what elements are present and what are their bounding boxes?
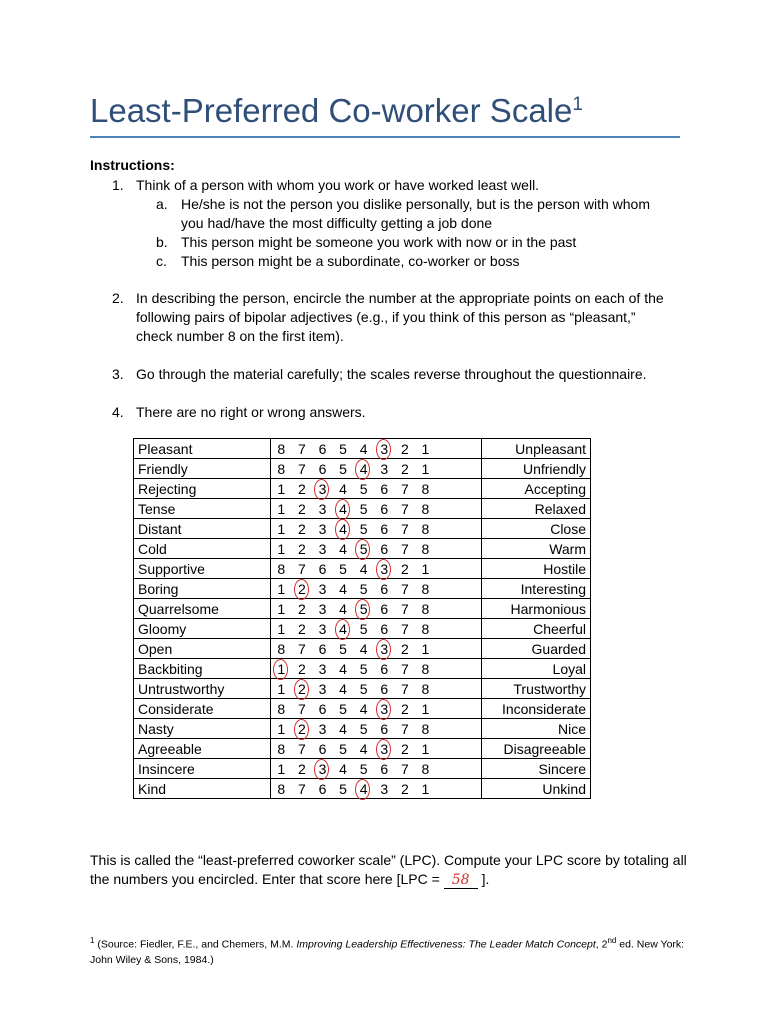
adjective-left: Distant [134, 519, 271, 539]
rating-option[interactable]: 3 [318, 540, 327, 557]
rating-option[interactable]: 5 [339, 780, 347, 797]
rating-option[interactable]: 5 [339, 640, 347, 657]
adjective-right: Disagreeable [482, 739, 591, 759]
rating-option[interactable]: 2 [400, 740, 409, 757]
scale-row [134, 519, 591, 539]
rating-option[interactable]: 2 [400, 780, 409, 797]
lpc-score-entry[interactable]: 58 [444, 873, 478, 889]
scale-row [134, 699, 591, 719]
adjective-left: Backbiting [134, 659, 271, 679]
scale-row [134, 759, 591, 779]
rating-option-circled[interactable]: 5 [353, 540, 374, 558]
rating-cells [271, 699, 482, 719]
rating-option[interactable]: 6 [380, 620, 389, 637]
rating-cells [271, 599, 482, 619]
adjective-left: Rejecting [134, 479, 271, 499]
rating-option-circled[interactable]: 4 [333, 620, 354, 638]
rating-option[interactable]: 8 [277, 740, 286, 757]
adjective-left: Tense [134, 499, 271, 519]
rating-option[interactable]: 3 [318, 720, 327, 737]
rating-option[interactable]: 2 [400, 640, 409, 657]
rating-option[interactable]: 4 [339, 540, 347, 557]
rating-option[interactable]: 3 [318, 660, 327, 677]
rating-option[interactable]: 4 [339, 660, 347, 677]
footnote: $^1$ (Source: Fiedler, F.E., and Chemers, M.M. Improving Leadership Effectiveness: The Leader Match Concept, 2nd ed. New York: John Wiley & Sons, 1984.) [90, 936, 685, 966]
adjective-left: Quarrelsome [134, 599, 271, 619]
rating-option[interactable]: 4 [339, 600, 347, 617]
rating-option[interactable]: 8 [421, 580, 430, 597]
sub-instruction-a: a. He/she is not the person you dislike personally, but is the person with whom you had/have the most difficulty getting a job done [156, 196, 650, 231]
rating-cells [271, 719, 482, 739]
rating-cells [271, 479, 482, 499]
rating-option[interactable]: 2 [400, 460, 409, 477]
rating-option[interactable]: 4 [339, 680, 347, 697]
rating-option[interactable]: 2 [297, 620, 306, 637]
rating-option[interactable]: 6 [318, 560, 327, 577]
rating-cells [271, 659, 482, 679]
rating-option[interactable]: 7 [297, 740, 306, 757]
adjective-right: Hostile [482, 559, 591, 579]
rating-option[interactable]: 2 [297, 520, 306, 537]
rating-option[interactable]: 8 [421, 660, 430, 677]
rating-option[interactable]: 6 [380, 760, 389, 777]
adjective-right: Unpleasant [482, 439, 591, 459]
rating-option[interactable]: 8 [421, 760, 430, 777]
adjective-right: Inconsiderate [482, 699, 591, 719]
rating-option[interactable]: 2 [400, 440, 409, 457]
rating-option-circled[interactable]: 1 [271, 660, 292, 678]
rating-option[interactable]: 6 [318, 460, 327, 477]
rating-option[interactable]: 2 [297, 760, 306, 777]
rating-option[interactable]: 2 [297, 500, 306, 517]
adjective-left: Untrustworthy [134, 679, 271, 699]
rating-option[interactable]: 8 [277, 640, 286, 657]
rating-option[interactable]: 5 [339, 440, 347, 457]
rating-option[interactable]: 7 [297, 440, 306, 457]
rating-option[interactable]: 6 [318, 700, 327, 717]
rating-option[interactable]: 7 [297, 640, 306, 657]
rating-cells [271, 559, 482, 579]
rating-option-circled[interactable]: 3 [312, 480, 333, 498]
rating-option[interactable]: 5 [359, 480, 368, 497]
rating-option[interactable]: 6 [318, 440, 327, 457]
rating-option-circled[interactable]: 3 [374, 560, 395, 578]
instructions-heading: Instructions: [90, 157, 175, 173]
scale-row [134, 619, 591, 639]
adjective-right: Loyal [482, 659, 591, 679]
rating-option[interactable]: 7 [400, 480, 409, 497]
rating-option[interactable]: 6 [380, 660, 389, 677]
rating-cells [271, 739, 482, 759]
rating-option[interactable]: 6 [380, 520, 389, 537]
rating-option[interactable]: 3 [318, 620, 327, 637]
rating-option[interactable]: 6 [380, 480, 389, 497]
rating-option-circled[interactable]: 4 [333, 520, 354, 538]
rating-option[interactable]: 1 [277, 720, 286, 737]
rating-option[interactable]: 3 [318, 600, 327, 617]
rating-option[interactable]: 8 [421, 500, 430, 517]
rating-option[interactable]: 8 [277, 440, 286, 457]
rating-option[interactable]: 1 [421, 700, 430, 717]
rating-option[interactable]: 3 [318, 500, 327, 517]
rating-option[interactable]: 7 [297, 780, 306, 797]
rating-option[interactable]: 7 [400, 600, 409, 617]
instruction-1: 1. Think of a person with whom you work or have worked least well. [112, 177, 540, 193]
adjective-left: Agreeable [134, 739, 271, 759]
rating-option[interactable]: 2 [400, 560, 409, 577]
instruction-3: 3. Go through the material carefully; the scales reverse throughout the questionnaire. [112, 366, 647, 382]
rating-cells [271, 759, 482, 779]
adjective-right: Nice [482, 719, 591, 739]
scale-row [134, 479, 591, 499]
scale-row [134, 599, 591, 619]
rating-option[interactable]: 6 [380, 680, 389, 697]
rating-option[interactable]: 8 [421, 720, 430, 737]
rating-option[interactable]: 6 [380, 600, 389, 617]
rating-cells [271, 639, 482, 659]
rating-option[interactable]: 7 [297, 700, 306, 717]
rating-option-circled[interactable]: 2 [292, 720, 313, 738]
rating-option[interactable]: 7 [400, 760, 409, 777]
rating-option[interactable]: 1 [277, 600, 286, 617]
scale-row [134, 459, 591, 479]
adjective-right: Sincere [482, 759, 591, 779]
sub-instruction-c: c. This person might be a subordinate, co-worker or boss [156, 253, 520, 269]
rating-option[interactable]: 8 [421, 520, 430, 537]
rating-option[interactable]: 2 [297, 660, 306, 677]
rating-option[interactable]: 1 [421, 780, 430, 797]
scale-row [134, 779, 591, 799]
rating-option-circled[interactable]: 2 [292, 580, 313, 598]
rating-option[interactable]: 5 [359, 620, 368, 637]
rating-option[interactable]: 1 [277, 580, 286, 597]
rating-cells [271, 439, 482, 459]
rating-cells [271, 619, 482, 639]
rating-option-circled[interactable]: 4 [333, 500, 354, 518]
adjective-left: Friendly [134, 459, 271, 479]
rating-option[interactable]: 5 [359, 520, 368, 537]
rating-option[interactable]: 5 [359, 660, 368, 677]
rating-option[interactable]: 4 [359, 640, 368, 657]
rating-option[interactable]: 3 [318, 680, 327, 697]
rating-option[interactable]: 5 [339, 740, 347, 757]
rating-option[interactable]: 6 [380, 500, 389, 517]
rating-option[interactable]: 7 [400, 720, 409, 737]
adjective-left: Nasty [134, 719, 271, 739]
rating-option[interactable]: 6 [380, 720, 389, 737]
rating-option[interactable]: 7 [400, 580, 409, 597]
rating-cells [271, 459, 482, 479]
adjective-left: Pleasant [134, 439, 271, 459]
rating-option[interactable]: 8 [277, 780, 286, 797]
rating-option[interactable]: 4 [339, 580, 347, 597]
rating-cells [271, 539, 482, 559]
title-footnote-mark: 1 [572, 94, 583, 115]
rating-option[interactable]: 7 [297, 460, 306, 477]
title-rule [90, 136, 680, 138]
rating-option[interactable]: 8 [421, 680, 430, 697]
adjective-right: Cheerful [482, 619, 591, 639]
rating-cells [271, 499, 482, 519]
scale-row [134, 559, 591, 579]
rating-option[interactable]: 8 [277, 700, 286, 717]
rating-option[interactable]: 7 [400, 500, 409, 517]
rating-option[interactable]: 1 [277, 520, 286, 537]
rating-option[interactable]: 8 [277, 560, 286, 577]
adjective-left: Supportive [134, 559, 271, 579]
adjective-right: Warm [482, 539, 591, 559]
page-title: Least-Preferred Co-worker Scale$^1$ [90, 92, 583, 129]
rating-cells [271, 679, 482, 699]
scale-row [134, 439, 591, 459]
rating-option[interactable]: 7 [400, 520, 409, 537]
lpc-summary: This is called the “least-preferred coworker scale” (LPC). Compute your LPC score by totaling all the numbers you encircled. Enter that score here [LPC = 58 ]. [90, 852, 687, 888]
rating-option[interactable]: 5 [339, 700, 347, 717]
rating-option[interactable]: 8 [421, 480, 430, 497]
rating-option[interactable]: 1 [277, 620, 286, 637]
lpc-scale-table [133, 438, 591, 799]
adjective-left: Cold [134, 539, 271, 559]
rating-option[interactable]: 6 [380, 580, 389, 597]
rating-option[interactable]: 1 [421, 740, 430, 757]
adjective-right: Guarded [482, 639, 591, 659]
rating-option[interactable]: 5 [339, 460, 347, 477]
rating-option[interactable]: 2 [297, 540, 306, 557]
adjective-right: Harmonious [482, 599, 591, 619]
scale-row [134, 659, 591, 679]
rating-option[interactable]: 1 [277, 680, 286, 697]
rating-option[interactable]: 1 [277, 500, 286, 517]
rating-option[interactable]: 6 [318, 640, 327, 657]
adjective-right: Close [482, 519, 591, 539]
rating-option[interactable]: 1 [421, 560, 430, 577]
rating-option-circled[interactable]: 4 [353, 460, 374, 478]
scale-row [134, 739, 591, 759]
adjective-right: Interesting [482, 579, 591, 599]
rating-option[interactable]: 7 [400, 660, 409, 677]
scale-row [134, 539, 591, 559]
rating-option[interactable]: 8 [421, 620, 430, 637]
adjective-left: Kind [134, 779, 271, 799]
rating-option[interactable]: 2 [297, 600, 306, 617]
rating-option[interactable]: 3 [318, 580, 327, 597]
rating-option[interactable]: 5 [359, 760, 368, 777]
rating-option[interactable]: 3 [318, 520, 327, 537]
rating-option[interactable]: 4 [339, 760, 347, 777]
adjective-right: Accepting [482, 479, 591, 499]
rating-option[interactable]: 6 [380, 540, 389, 557]
adjective-right: Trustworthy [482, 679, 591, 699]
rating-option[interactable]: 4 [339, 480, 347, 497]
rating-option[interactable]: 1 [421, 460, 430, 477]
rating-option[interactable]: 8 [277, 460, 286, 477]
rating-option[interactable]: 5 [339, 560, 347, 577]
rating-option[interactable]: 5 [359, 680, 368, 697]
rating-option[interactable]: 4 [359, 440, 368, 457]
rating-option[interactable]: 8 [421, 600, 430, 617]
rating-option[interactable]: 4 [339, 720, 347, 737]
rating-option[interactable]: 1 [277, 760, 286, 777]
rating-option-circled[interactable]: 3 [374, 740, 395, 758]
adjective-left: Gloomy [134, 619, 271, 639]
rating-option[interactable]: 6 [318, 780, 327, 797]
scale-row [134, 579, 591, 599]
adjective-left: Open [134, 639, 271, 659]
rating-option[interactable]: 4 [359, 700, 368, 717]
rating-option[interactable]: 5 [359, 720, 368, 737]
instruction-2: 2. In describing the person, encircle the number at the appropriate points on each of the following pairs of bipolar adjectives (e.g., if you think of this person as “pleasant,” check number 8 on the first item). [112, 290, 664, 344]
rating-option[interactable]: 1 [421, 440, 430, 457]
rating-cells [271, 579, 482, 599]
rating-option-circled[interactable]: 3 [374, 700, 395, 718]
rating-option-circled[interactable]: 3 [374, 440, 395, 458]
rating-option[interactable]: 2 [297, 480, 306, 497]
rating-option-circled[interactable]: 5 [353, 600, 374, 618]
rating-option[interactable]: 1 [277, 480, 286, 497]
rating-option-circled[interactable]: 2 [292, 680, 313, 698]
book-title: Improving Leadership Effectiveness: The Leader Match Concept [296, 938, 596, 951]
scale-row [134, 499, 591, 519]
rating-option[interactable]: 4 [359, 560, 368, 577]
rating-option[interactable]: 3 [380, 780, 389, 797]
rating-option-circled[interactable]: 3 [312, 760, 333, 778]
rating-option[interactable]: 6 [318, 740, 327, 757]
sub-instruction-b: b. This person might be someone you work with now or in the past [156, 234, 577, 250]
rating-option[interactable]: 1 [421, 640, 430, 657]
rating-option[interactable]: 7 [400, 540, 409, 557]
rating-option[interactable]: 5 [359, 580, 368, 597]
rating-option[interactable]: 7 [297, 560, 306, 577]
adjective-left: Insincere [134, 759, 271, 779]
adjective-right: Unkind [482, 779, 591, 799]
instruction-4: 4. There are no right or wrong answers. [112, 404, 366, 420]
rating-option[interactable]: 1 [277, 540, 286, 557]
rating-option[interactable]: 7 [400, 680, 409, 697]
scale-row [134, 679, 591, 699]
rating-option[interactable]: 7 [400, 620, 409, 637]
adjective-right: Relaxed [482, 499, 591, 519]
rating-option[interactable]: 3 [380, 460, 389, 477]
rating-option[interactable]: 5 [359, 500, 368, 517]
rating-option[interactable]: 4 [359, 740, 368, 757]
rating-option[interactable]: 2 [400, 700, 409, 717]
adjective-right: Unfriendly [482, 459, 591, 479]
rating-option-circled[interactable]: 3 [374, 640, 395, 658]
rating-option[interactable]: 8 [421, 540, 430, 557]
rating-option-circled[interactable]: 4 [353, 780, 374, 798]
adjective-left: Considerate [134, 699, 271, 719]
rating-cells [271, 779, 482, 799]
scale-row [134, 719, 591, 739]
rating-cells [271, 519, 482, 539]
adjective-left: Boring [134, 579, 271, 599]
scale-row [134, 639, 591, 659]
